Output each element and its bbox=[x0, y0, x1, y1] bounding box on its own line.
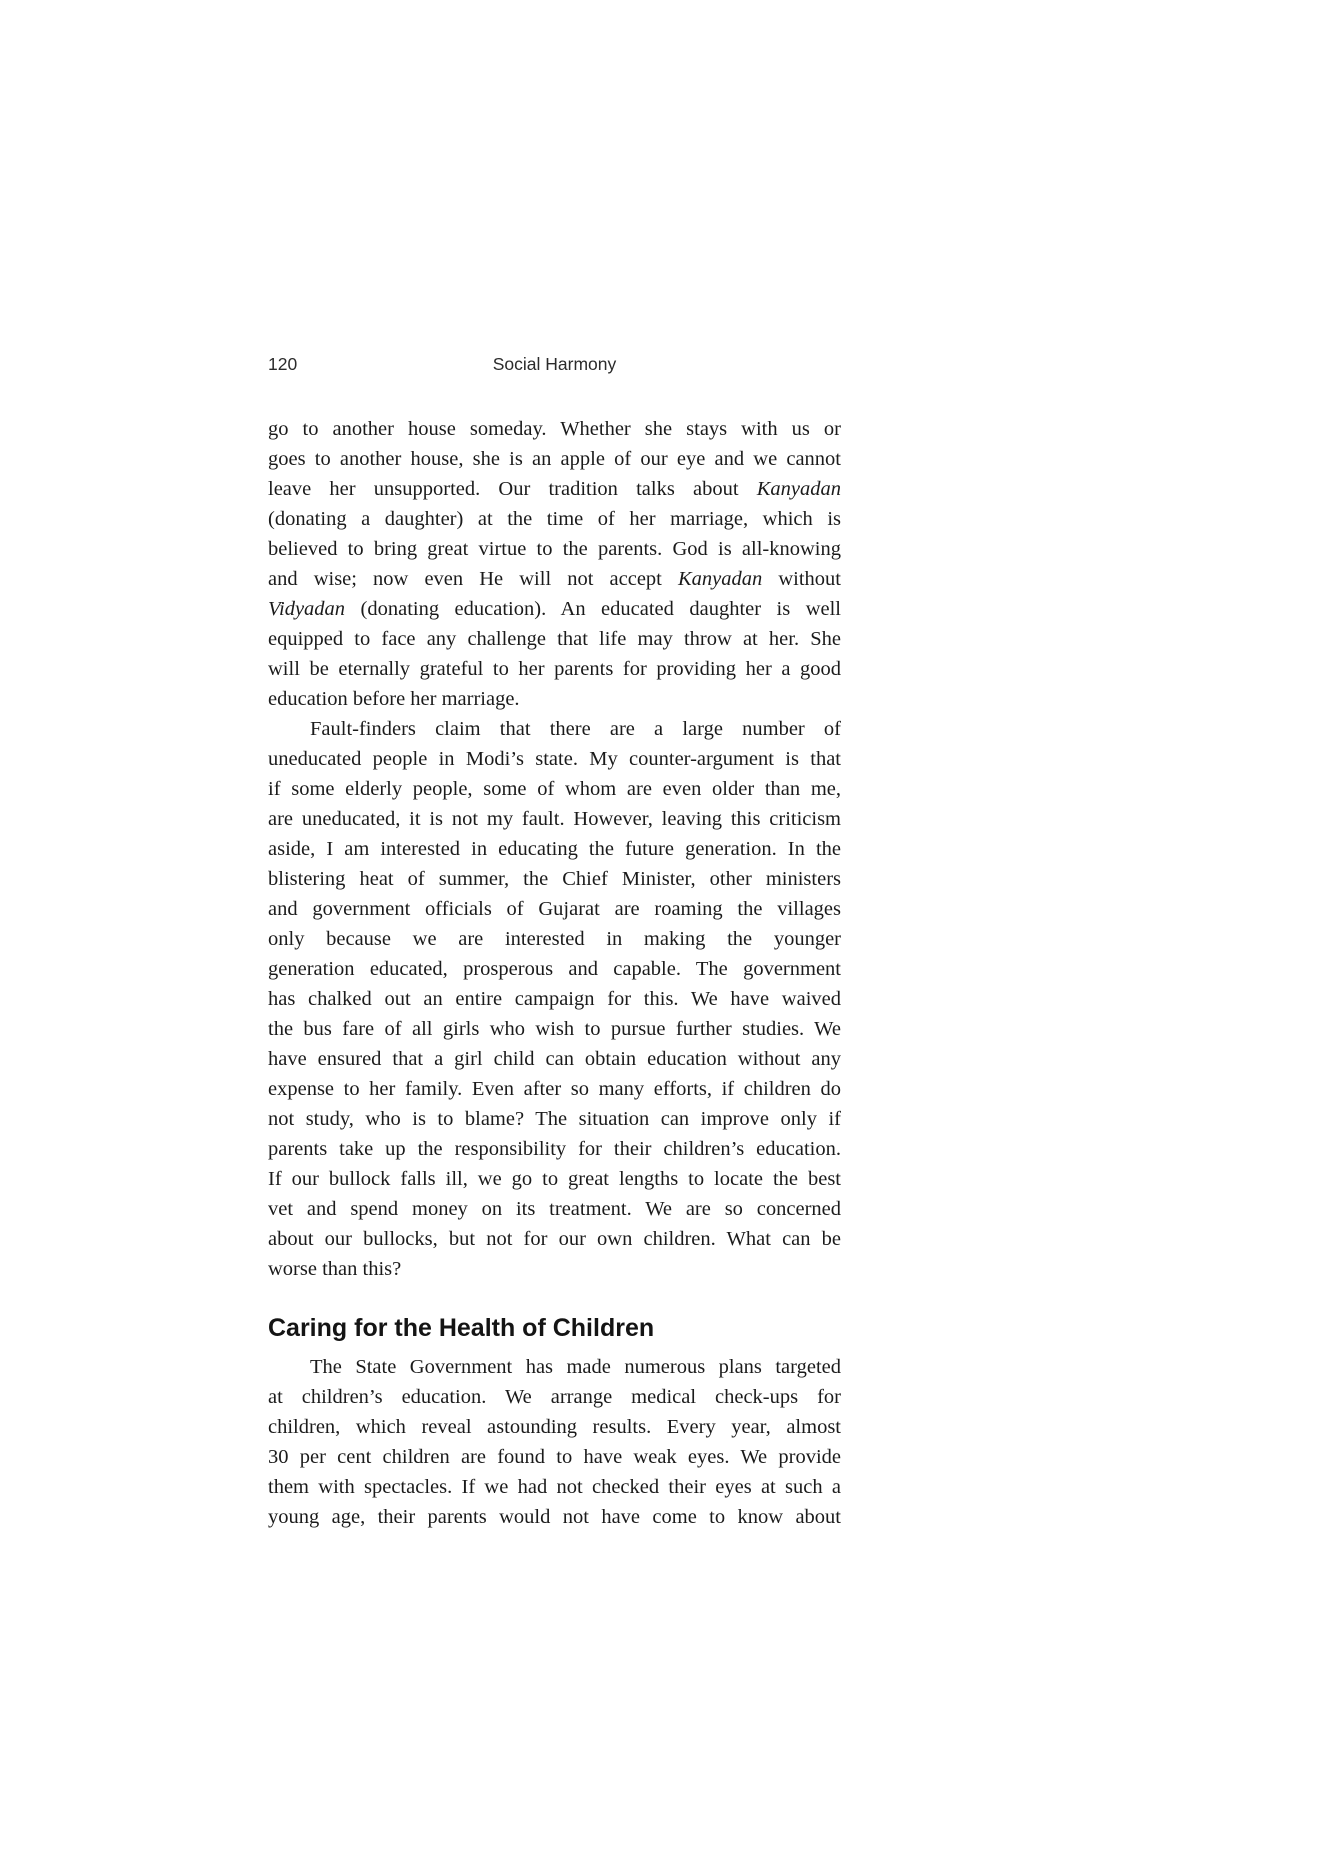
italic-term: Vidyadan bbox=[268, 598, 346, 620]
text-line: about our bullocks, but not for our own children. What can be bbox=[268, 1228, 841, 1250]
text-line: believed to bring great virtue to the parents. God is all-knowing bbox=[268, 538, 841, 560]
text-line: go to another house someday. Whether she stays with us or bbox=[268, 418, 841, 440]
text-line: education before her marriage. bbox=[268, 688, 520, 710]
text-line: The State Government has made numerous plans targeted bbox=[310, 1356, 841, 1378]
section-heading: Caring for the Health of Children bbox=[268, 1314, 655, 1342]
text-line: them with spectacles. If we had not checked their eyes at such a bbox=[268, 1476, 841, 1498]
text-line: and wise; now even He will not accept Kanyadan without bbox=[268, 568, 841, 590]
text-line: (donating a daughter) at the time of her marriage, which is bbox=[268, 508, 841, 530]
text-line: If our bullock falls ill, we go to great lengths to locate the best bbox=[268, 1168, 841, 1190]
paragraph bbox=[268, 414, 841, 714]
text-line: if some elderly people, some of whom are even older than me, bbox=[268, 778, 841, 800]
text-line: equipped to face any challenge that life may throw at her. She bbox=[268, 628, 841, 650]
text-line: blistering heat of summer, the Chief Minister, other ministers bbox=[268, 868, 841, 890]
text-line: vet and spend money on its treatment. We are so concerned bbox=[268, 1198, 841, 1220]
text-line: worse than this? bbox=[268, 1258, 402, 1280]
text-line: Fault-finders claim that there are a large number of bbox=[310, 718, 841, 740]
text-line: young age, their parents would not have come to know about bbox=[268, 1506, 841, 1528]
text-line: parents take up the responsibility for their children’s education. bbox=[268, 1138, 841, 1160]
text-line: generation educated, prosperous and capable. The government bbox=[268, 958, 841, 980]
text-line: not study, who is to blame? The situation can improve only if bbox=[268, 1108, 841, 1130]
text-line: only because we are interested in making the younger bbox=[268, 928, 841, 950]
text-line: at children’s education. We arrange medical check-ups for bbox=[268, 1386, 841, 1408]
text-line: Vidyadan (donating education). An educated daughter is well bbox=[268, 598, 841, 620]
text-line: 30 per cent children are found to have weak eyes. We provide bbox=[268, 1446, 841, 1468]
text-line: expense to her family. Even after so many efforts, if children do bbox=[268, 1078, 841, 1100]
italic-term: Kanyadan bbox=[677, 568, 763, 590]
text-line: will be eternally grateful to her parents for providing her a good bbox=[268, 658, 841, 680]
running-title: Social Harmony bbox=[492, 354, 617, 374]
paragraph bbox=[268, 714, 841, 1284]
paragraph bbox=[268, 1352, 841, 1532]
page-body bbox=[268, 414, 841, 1532]
text-line: are uneducated, it is not my fault. However, leaving this criticism bbox=[268, 808, 841, 830]
text-line: aside, I am interested in educating the future generation. In the bbox=[268, 838, 841, 860]
text-line: children, which reveal astounding results. Every year, almost bbox=[268, 1416, 841, 1438]
text-line: the bus fare of all girls who wish to pursue further studies. We bbox=[268, 1018, 841, 1040]
italic-term: Kanyadan bbox=[756, 478, 841, 500]
text-line: and government officials of Gujarat are roaming the villages bbox=[268, 898, 841, 920]
text-line: has chalked out an entire campaign for this. We have waived bbox=[268, 988, 841, 1010]
running-header bbox=[268, 354, 841, 378]
text-line: leave her unsupported. Our tradition talks about Kanyadan bbox=[268, 478, 841, 500]
text-line: have ensured that a girl child can obtain education without any bbox=[268, 1048, 841, 1070]
page-number: 120 bbox=[268, 354, 298, 374]
text-line: goes to another house, she is an apple of our eye and we cannot bbox=[268, 448, 841, 470]
text-line: uneducated people in Modi’s state. My counter-argument is that bbox=[268, 748, 841, 770]
